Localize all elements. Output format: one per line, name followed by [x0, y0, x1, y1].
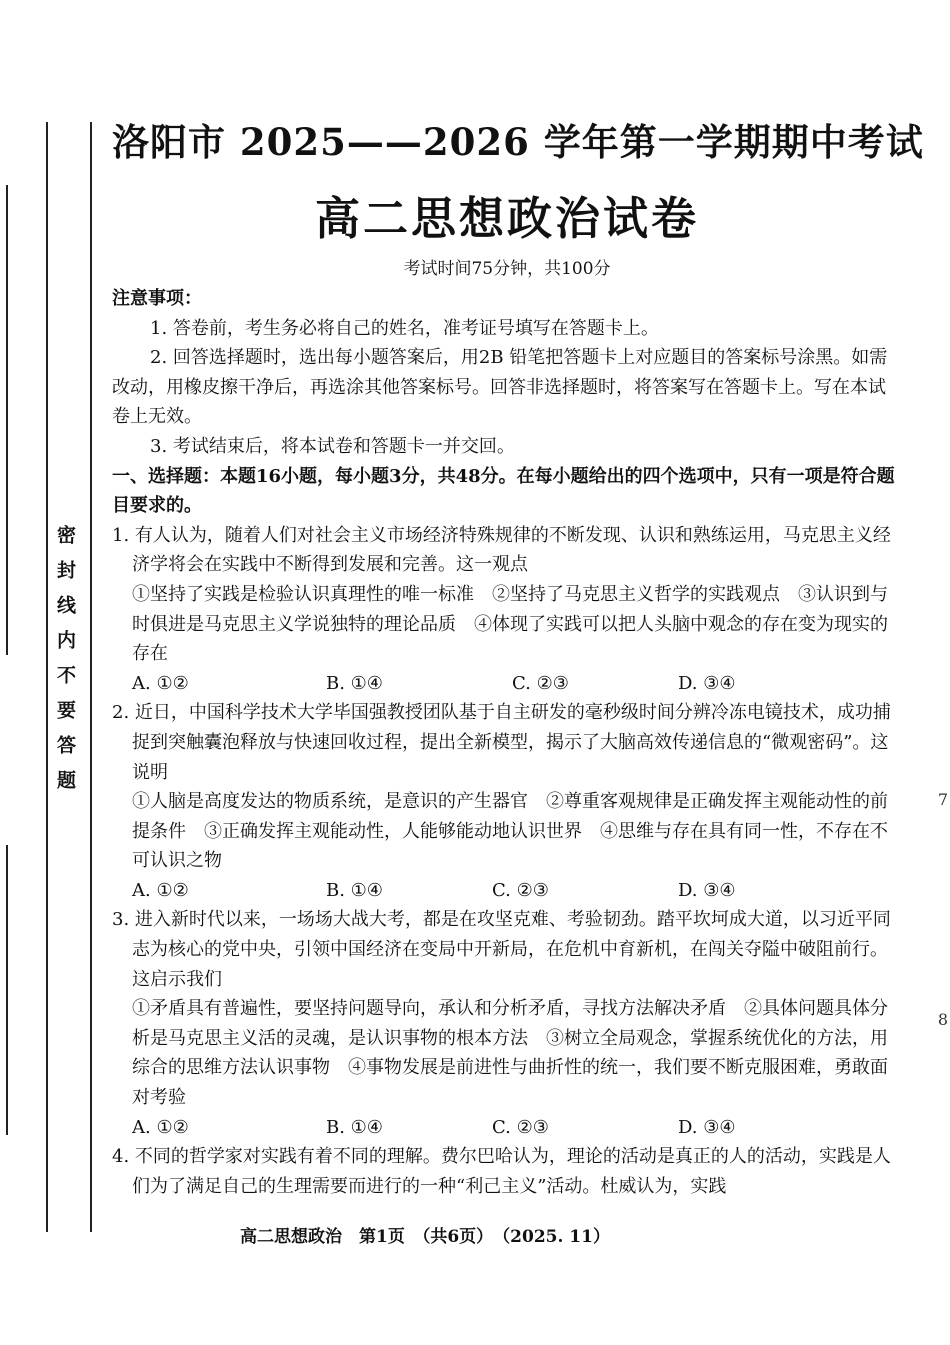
notice-item: 3. 考试结束后，将本试卷和答题卡一并交回。 [150, 435, 515, 457]
question-stem: 3. 进入新时代以来，一场场大战大考，都是在攻坚克难、考验韧劲。踏平坎坷成大道，以习近平同志为核心的党中央，引领中国经济在变局中开新局，在危机中育新机，在闯关夺隘中破阻前行。这启示我们 [112, 909, 891, 990]
option-d: D. ③④ [678, 1116, 736, 1138]
option-b: B. ①④ [326, 672, 383, 694]
edge-mark-1: 7 [937, 790, 948, 809]
seal-line-warning: 密封线内不要答题 [54, 525, 76, 805]
notice-heading: 注意事项： [112, 288, 202, 309]
question-options [112, 876, 898, 906]
option-d: D. ③④ [678, 672, 736, 694]
question-statements: ①坚持了实践是检验认识真理性的唯一标准 ②坚持了马克思主义哲学的实践观点 ③认识到与时俱进是马克思主义学说独特的理论品质 ④体现了实践可以把人头脑中观念的存在变为现实的存在 [132, 583, 888, 665]
question-1 [112, 521, 898, 699]
paper-subtitle: 高二思想政治试卷 [314, 192, 699, 245]
option-b: B. ①④ [326, 1116, 383, 1138]
edge-mark-2: 8 [937, 1010, 948, 1029]
paper-body [112, 284, 898, 1201]
option-c: C. ②③ [492, 879, 549, 901]
option-a: A. ①② [132, 672, 189, 694]
question-statements: ①人脑是高度发达的物质系统，是意识的产生器官 ②尊重客观规律是正确发挥主观能动性的前提条件 ③正确发挥主观能动性，人能够能动地认识世界 ④思维与存在具有同一性，不存在不可认识之物 [132, 791, 888, 872]
question-options [112, 669, 898, 699]
question-stem: 2. 近日，中国科学技术大学毕国强教授团队基于自主研发的毫秒级时间分辨冷冻电镜技术，成功捕捉到突触囊泡释放与快速回收过程，提出全新模型，揭示了大脑高效传递信息的“微观密码”。这说明 [112, 702, 891, 783]
question-stem: 4. 不同的哲学家对实践有着不同的理解。费尔巴哈认为，理论的活动是真正的人的活动，实践是人们为了满足自己的生理需要而进行的一种“利己主义”活动。杜威认为，实践 [112, 1146, 891, 1197]
question-statements: ①矛盾具有普遍性，要坚持问题导向，承认和分析矛盾，寻找方法解决矛盾 ②具体问题具体分析是马克思主义活的灵魂，是认识事物的根本方法 ③树立全局观念，掌握系统优化的方法，用综合的思维方法认识事物 ④事物发展是前进性与曲折性的统一，我们要不断克服困难，勇敢面对考验 [132, 998, 888, 1109]
exam-info: 考试时间75分钟，共100分 [403, 259, 611, 279]
option-d: D. ③④ [678, 879, 736, 901]
option-b: B. ①④ [326, 879, 383, 901]
question-stem: 1. 有人认为，随着人们对社会主义市场经济特殊规律的不断发现、认识和熟练运用，马克思主义经济学将会在实践中不断得到发展和完善。这一观点 [112, 524, 891, 576]
question-3 [112, 905, 898, 1142]
question-2 [112, 698, 898, 905]
option-a: A. ①② [132, 879, 189, 901]
section-heading: 一、选择题：本题16小题，每小题3分，共48分。在每小题给出的四个选项中，只有一项是符合题目要求的。 [112, 465, 895, 517]
binding-line-outer [46, 122, 48, 1232]
notice-item: 1. 答卷前，考生务必将自己的姓名，准考证号填写在答题卡上。 [150, 317, 659, 339]
question-4 [112, 1142, 898, 1201]
exam-title: 洛阳市 2025——2026 学年第一学期期中考试 [112, 120, 924, 164]
scan-edge-line-lower [6, 845, 8, 1135]
question-options [112, 1113, 898, 1143]
option-c: C. ②③ [492, 1116, 549, 1138]
option-c: C. ②③ [512, 672, 569, 694]
binding-line-inner [90, 122, 92, 1232]
page-footer: 高二思想政治 第1页 （共6页） （2025. 11） [240, 1227, 610, 1247]
notice-item: 2. 回答选择题时，选出每小题答案后，用2B 铅笔把答题卡上对应题目的答案标号涂黑。如需改动，用橡皮擦干净后，再选涂其他答案标号。回答非选择题时，将答案写在答题卡上。写在本试卷上无效。 [112, 347, 888, 428]
scan-edge-line [6, 185, 8, 655]
option-a: A. ①② [132, 1116, 189, 1138]
